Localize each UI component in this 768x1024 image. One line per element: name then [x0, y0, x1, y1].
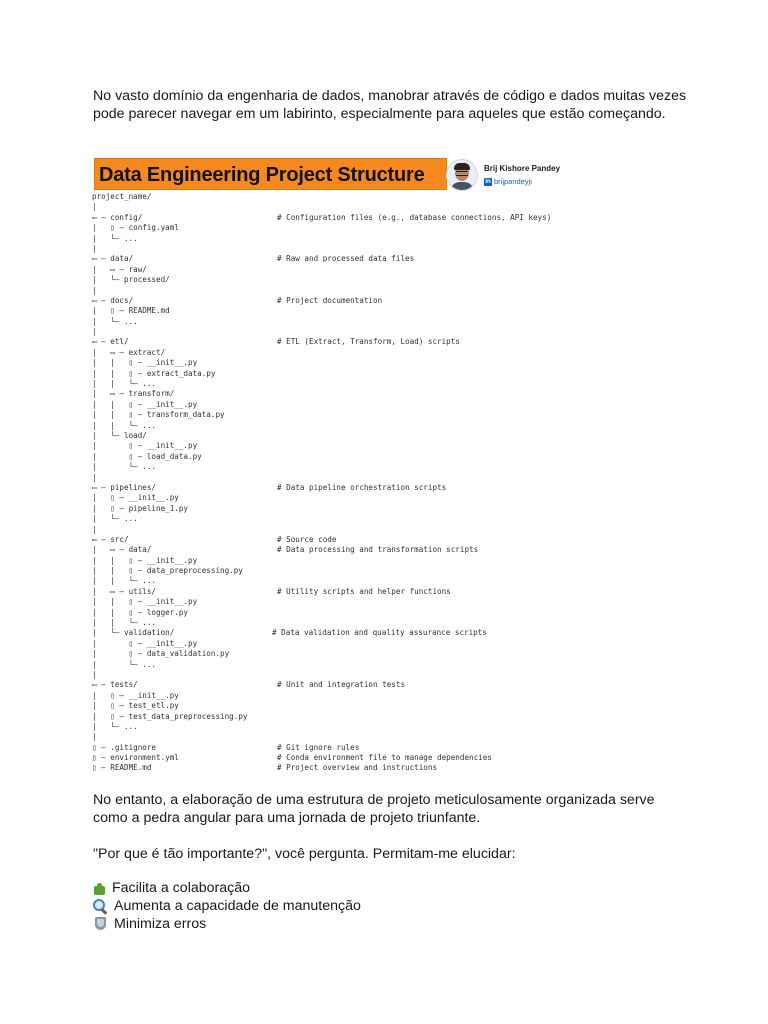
tree-row	[92, 202, 512, 212]
tree-row	[92, 712, 512, 722]
tree-row	[92, 317, 512, 327]
author-name: Brij Kishore Pandey	[484, 164, 561, 173]
benefit-text: Aumenta a capacidade de manutenção	[114, 898, 361, 914]
tree-row	[92, 535, 512, 545]
tree-path: | ▯ — __init__.py	[92, 441, 198, 451]
tree-path: | | ▯ — __init__.py	[92, 399, 198, 409]
tree-row	[92, 660, 512, 670]
tree-path: ▭ — etl/	[92, 337, 129, 347]
tree-comment: # Data pipeline orchestration scripts	[277, 482, 447, 492]
tree-row	[92, 379, 512, 389]
benefit-text: Facilita a colaboração	[112, 880, 251, 896]
tree-path: | | ▯ — extract_data.py	[92, 368, 216, 378]
tree-path: project_name/	[92, 192, 152, 201]
tree-row	[92, 275, 512, 285]
tree-path: ▯ — environment.yml	[92, 753, 179, 763]
tree-path: |	[92, 732, 97, 742]
tree-row	[92, 286, 512, 296]
tree-path: | ▯ — config.yaml	[92, 223, 179, 233]
intro-paragraph: No vasto domínio da engenharia de dados, manobrar através de código e dados muitas vezes pode parecer navegar em um labirinto, especialmente para aqueles que estão começando.	[93, 88, 687, 122]
tree-path: | └— processed/	[92, 275, 170, 285]
tree-comment: # Unit and integration tests	[277, 680, 406, 690]
tree-path: | | └— ...	[92, 618, 157, 628]
tree-path: | | ▯ — data_preprocessing.py	[92, 566, 243, 576]
tree-row	[92, 358, 512, 368]
tree-row	[92, 514, 512, 524]
project-structure-figure	[92, 158, 561, 778]
tree-row	[92, 545, 512, 555]
tree-row	[92, 701, 512, 711]
tree-path: | | ▯ — logger.py	[92, 607, 189, 617]
tree-path: | | ▯ — __init__.py	[92, 597, 198, 607]
benefits-list	[93, 879, 361, 933]
tree-path: ▭ — pipelines/	[92, 482, 157, 492]
tree-row	[92, 597, 512, 607]
list-item	[93, 897, 361, 915]
tree-path: | ▭ — extract/	[92, 347, 166, 357]
tree-path: | ▭ — raw/	[92, 264, 147, 274]
tree-path: | ▯ — load_data.py	[92, 451, 202, 461]
tree-row	[92, 348, 512, 358]
tree-row	[92, 400, 512, 410]
tree-path: | | ▯ — __init__.py	[92, 358, 198, 368]
tree-path: | ▯ — data_validation.py	[92, 649, 230, 659]
tree-comment: # Project documentation	[277, 295, 383, 305]
tree-row	[92, 525, 512, 535]
tree-row	[92, 504, 512, 514]
tree-path: ▭ — data/	[92, 254, 134, 264]
tree-path: | | ▯ — __init__.py	[92, 555, 198, 565]
tree-row	[92, 212, 552, 223]
tree-path: ▯ — .gitignore	[92, 742, 157, 752]
tree-row	[92, 337, 512, 347]
author-avatar	[446, 159, 478, 191]
tree-row	[92, 296, 512, 306]
tree-row	[92, 431, 512, 441]
tree-row	[92, 763, 512, 773]
tree-path: ▭ — config/	[92, 212, 143, 222]
tree-path: | └— load/	[92, 430, 147, 440]
tree-path: |	[92, 669, 97, 679]
tree-path: | | └— ...	[92, 420, 157, 430]
tree-path: | ▯ — pipeline_1.py	[92, 503, 189, 513]
author-handle	[484, 177, 532, 186]
tree-path: |	[92, 472, 97, 482]
benefit-text: Minimiza erros	[114, 916, 207, 932]
tree-path: | | └— ...	[92, 576, 157, 586]
tree-row	[92, 462, 512, 472]
tree-path: | └— validation/	[92, 628, 175, 638]
list-item	[93, 915, 361, 933]
tree-row	[92, 265, 512, 275]
tree-row	[92, 244, 512, 254]
tree-path: | ▭ — transform/	[92, 389, 175, 399]
figure-title: Data Engineering Project Structure	[99, 164, 425, 186]
tree-row	[92, 473, 512, 483]
tree-path: |	[92, 285, 97, 295]
tree-row	[92, 566, 512, 576]
tree-path: |	[92, 524, 97, 534]
tree-comment: # Utility scripts and helper functions	[277, 586, 451, 596]
tree-path: | ▯ — __init__.py	[92, 493, 179, 503]
tree-row	[92, 369, 512, 379]
linkedin-icon: in	[485, 178, 491, 185]
tree-row	[92, 618, 512, 628]
tree-path: ▭ — tests/	[92, 680, 138, 690]
tree-comment: # Data validation and quality assurance scripts	[272, 628, 487, 638]
tree-comment: # Data processing and transformation scripts	[277, 545, 479, 555]
puzzle-icon	[93, 883, 107, 895]
tree-row	[92, 743, 512, 753]
tree-path: | ▭ — utils/	[92, 586, 157, 596]
tree-row	[92, 556, 512, 566]
tree-row	[92, 410, 512, 420]
tree-row	[92, 639, 512, 649]
tree-path: | └— ...	[92, 659, 157, 669]
tree-row	[92, 306, 512, 316]
tree-row	[92, 608, 512, 618]
question-paragraph: "Por que é tão importante?", você pergunta. Permitam-me elucidar:	[93, 846, 516, 862]
tree-path: | | └— ...	[92, 379, 157, 389]
list-item	[93, 879, 361, 897]
tree-path: | ▯ — __init__.py	[92, 690, 179, 700]
tree-row	[92, 732, 512, 742]
tree-path: | ▭ — data/	[92, 545, 152, 555]
foundation-paragraph: No entanto, a elaboração de uma estrutura de projeto meticulosamente organizada serve como a pedra angular para uma jornada de projeto triunfante.	[93, 792, 655, 826]
tree-row	[92, 483, 512, 493]
tree-path: | ▯ — README.md	[92, 306, 170, 316]
tree-row	[92, 753, 512, 763]
tree-path: | ▯ — test_data_preprocessing.py	[92, 711, 248, 721]
tree-row	[92, 421, 512, 431]
tree-row	[92, 649, 512, 659]
tree-path: | ▯ — __init__.py	[92, 638, 198, 648]
tree-row	[92, 493, 512, 503]
tree-comment: # Raw and processed data files	[277, 254, 415, 264]
tree-row	[92, 389, 512, 399]
tree-path: ▭ — docs/	[92, 295, 134, 305]
tree-row	[92, 327, 512, 337]
tree-comment: # Source code	[277, 534, 337, 544]
tree-path: | └— ...	[92, 462, 157, 472]
tree-path: |	[92, 202, 97, 212]
tree-path: ▯ — README.md	[92, 763, 152, 773]
tree-row	[92, 628, 512, 638]
tree-row	[92, 680, 512, 690]
tree-comment: # ETL (Extract, Transform, Load) scripts	[277, 337, 460, 347]
tree-path: |	[92, 327, 97, 337]
tree-row	[92, 670, 512, 680]
tree-path: ▭ — src/	[92, 534, 129, 544]
tree-row	[92, 722, 512, 732]
tree-path: |	[92, 243, 97, 253]
magnifier-icon	[93, 899, 109, 913]
tree-path: | ▯ — test_etl.py	[92, 701, 179, 711]
tree-path: | | ▯ — transform_data.py	[92, 410, 225, 420]
tree-path: | └— ...	[92, 514, 138, 524]
figure-banner	[94, 158, 447, 190]
tree-path: | └— ...	[92, 721, 138, 731]
tree-row	[92, 452, 512, 462]
tree-comment: # Git ignore rules	[277, 742, 360, 752]
shield-icon	[93, 917, 109, 931]
tree-comment: # Conda environment file to manage dependencies	[277, 753, 492, 763]
tree-path: | └— ...	[92, 316, 138, 326]
tree-row	[92, 192, 512, 202]
tree-row	[92, 691, 512, 701]
author-handle-text: brijpandeyji	[494, 177, 532, 186]
tree-path: | └— ...	[92, 233, 138, 243]
directory-tree	[92, 192, 552, 774]
tree-comment: # Configuration files (e.g., database connections, API keys)	[277, 212, 552, 222]
tree-row	[92, 587, 512, 597]
tree-row	[92, 441, 512, 451]
tree-comment: # Project overview and instructions	[277, 763, 438, 773]
tree-row	[92, 223, 512, 233]
tree-row	[92, 576, 512, 586]
tree-row	[92, 234, 512, 244]
tree-row	[92, 254, 512, 264]
